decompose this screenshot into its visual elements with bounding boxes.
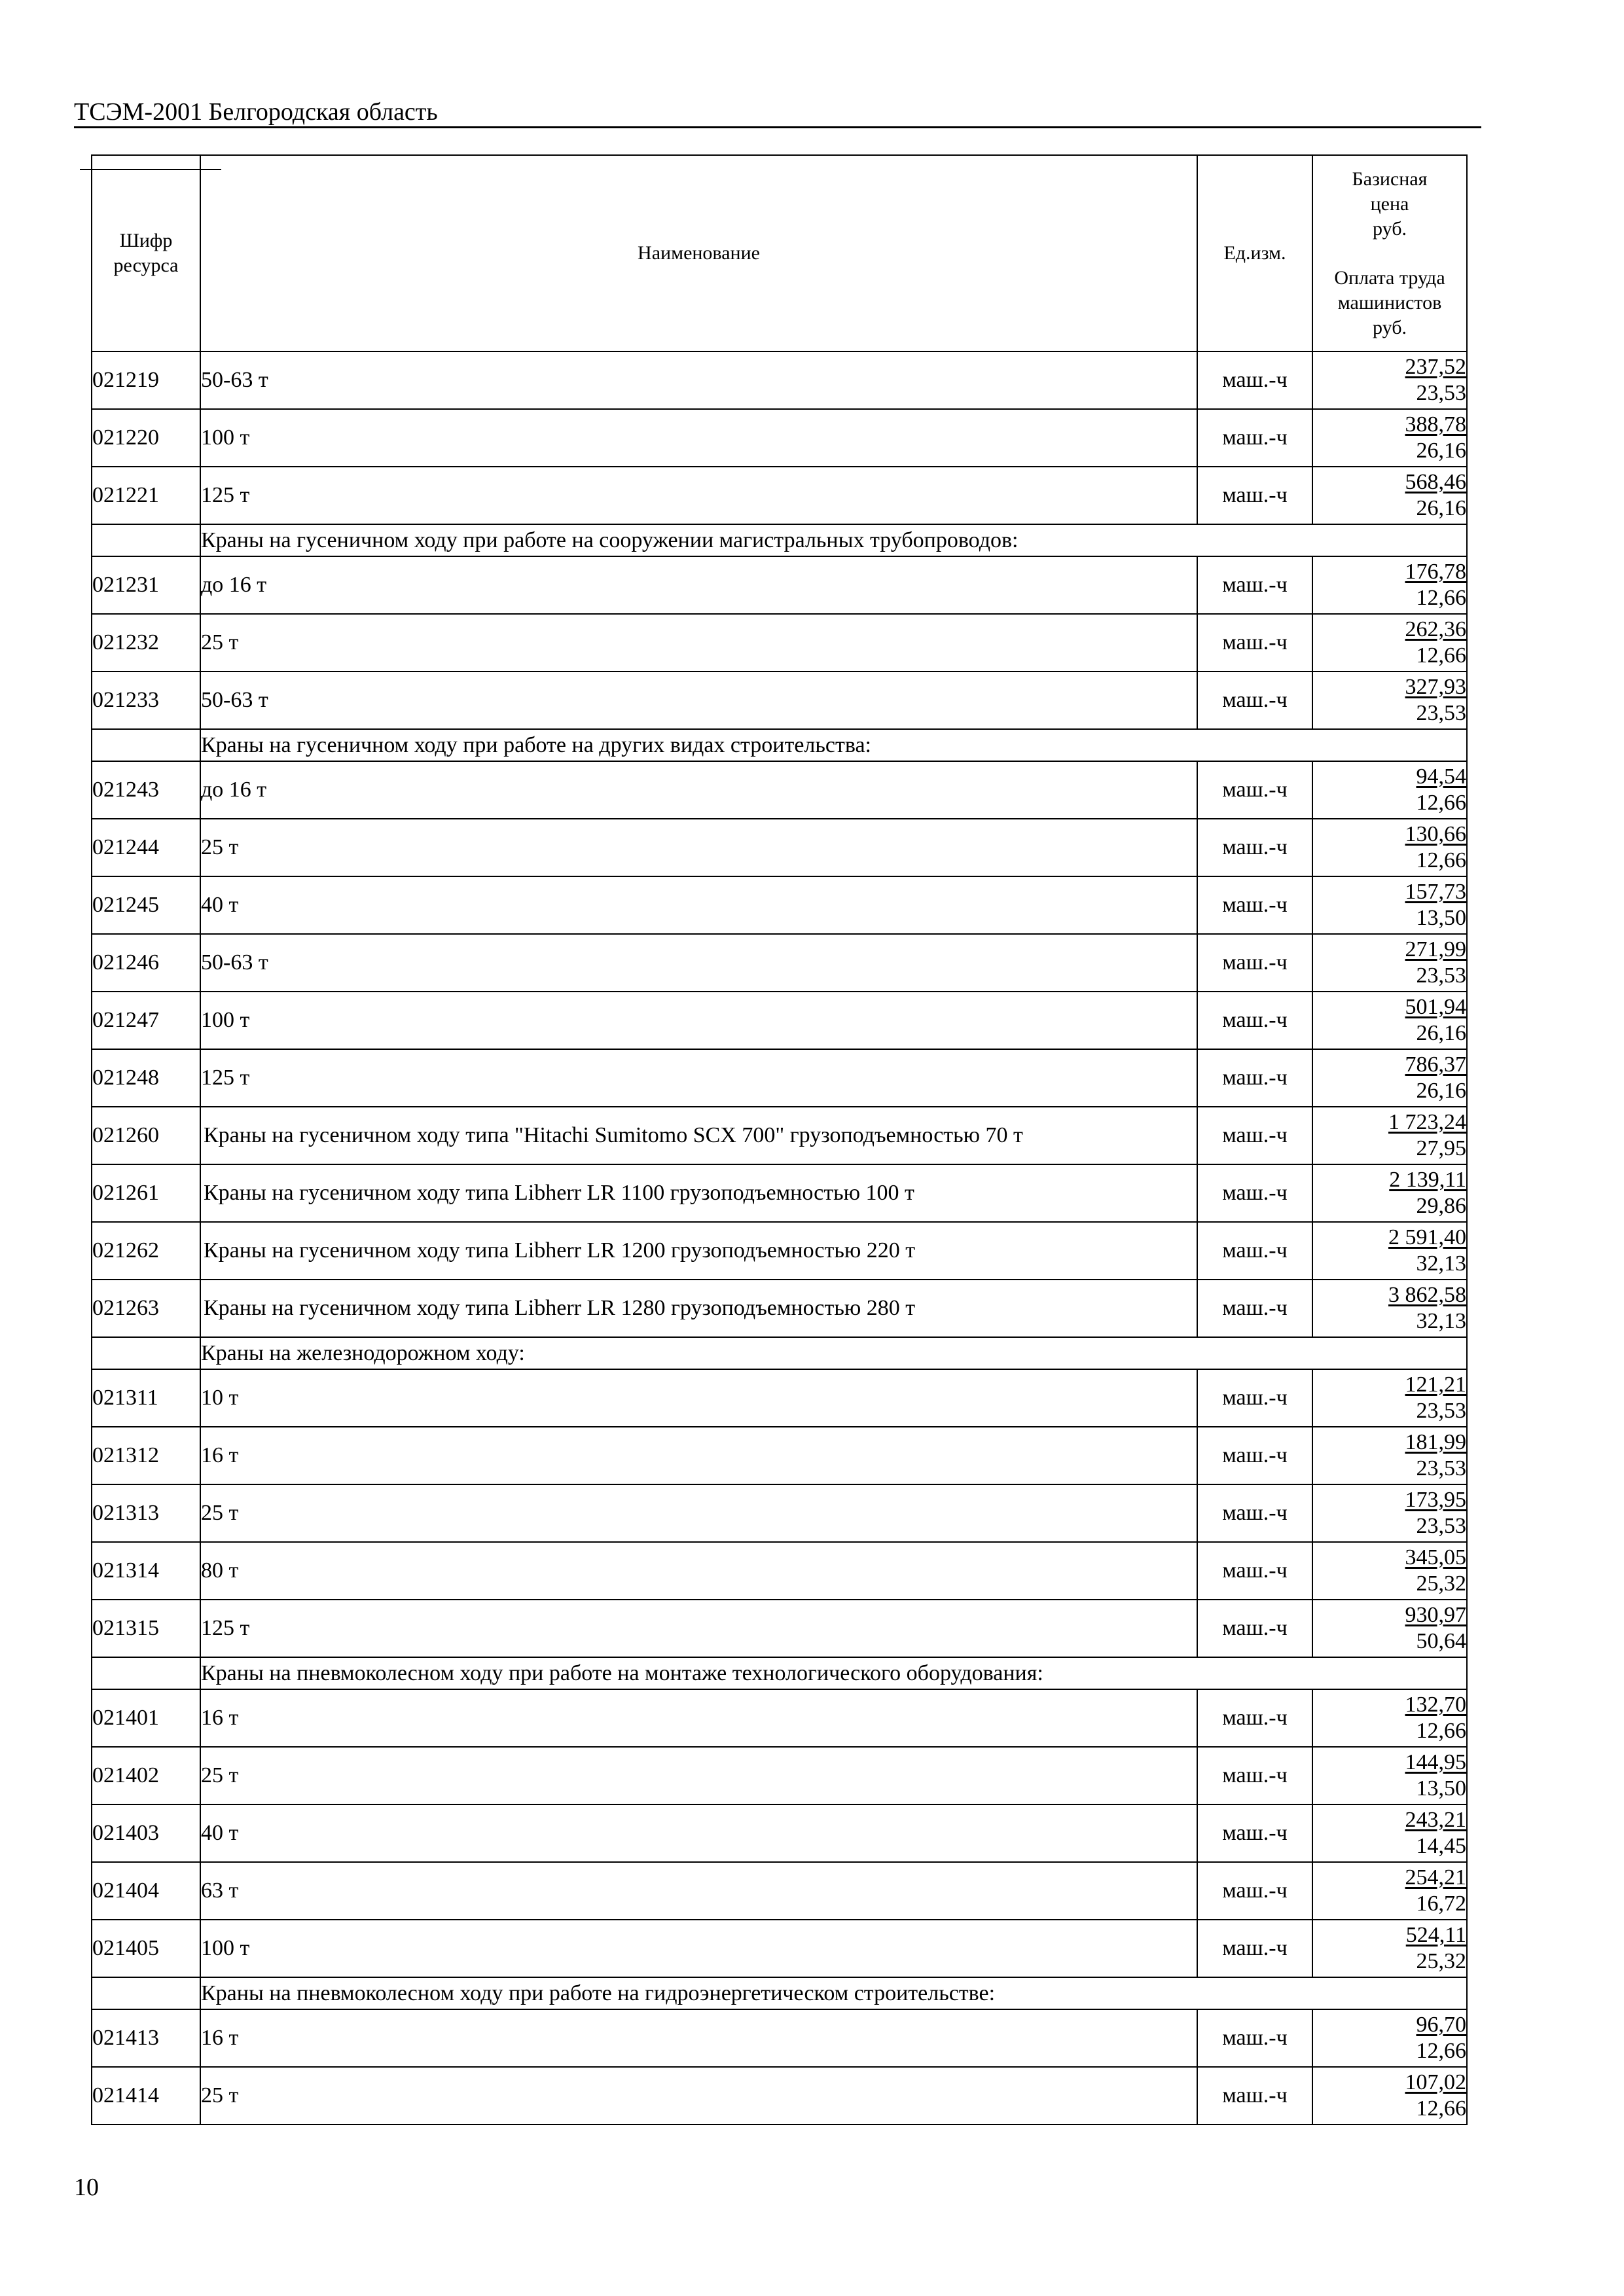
table-row	[92, 467, 1467, 524]
group-row-empty-cell	[92, 1657, 200, 1689]
operator-wage-value: 13,50	[1416, 1776, 1466, 1801]
unit-cell: маш.-ч	[1197, 1049, 1312, 1107]
price-cell	[1312, 1600, 1467, 1657]
group-row-empty-cell	[92, 524, 200, 556]
base-price-value: 2 591,40	[1388, 1225, 1466, 1249]
resource-code-cell: 021414	[92, 2067, 200, 2125]
column-header-unit: Ед.изм.	[1197, 155, 1312, 351]
resource-code-cell: 021219	[92, 351, 200, 409]
resource-code-cell: 021402	[92, 1747, 200, 1804]
column-header-labor-line1: Оплата труда	[1334, 266, 1445, 289]
table-row	[92, 1600, 1467, 1657]
table-row	[92, 1542, 1467, 1600]
column-header-name: Наименование	[200, 155, 1197, 351]
base-price-value: 930,97	[1405, 1603, 1466, 1627]
group-heading: Краны на гусеничном ходу при работе на сооружении магистральных трубопроводов:	[200, 524, 1467, 556]
base-price-value: 388,78	[1405, 412, 1466, 437]
unit-cell: маш.-ч	[1197, 2009, 1312, 2067]
table-row	[92, 1280, 1467, 1337]
resource-code-cell: 021311	[92, 1369, 200, 1427]
group-row-empty-cell	[92, 729, 200, 761]
base-price-value: 107,02	[1405, 2070, 1466, 2094]
table-body	[92, 351, 1467, 2125]
column-header-code-line2: ресурса	[113, 255, 179, 276]
resource-code-cell: 021314	[92, 1542, 200, 1600]
price-cell	[1312, 1689, 1467, 1747]
base-price-value: 254,21	[1405, 1865, 1466, 1890]
operator-wage-value: 13,50	[1416, 906, 1466, 930]
operator-wage-value: 25,32	[1416, 1571, 1466, 1596]
resource-code-cell: 021260	[92, 1107, 200, 1164]
table-row	[92, 1484, 1467, 1542]
base-price-value: 501,94	[1405, 995, 1466, 1019]
resource-name-cell: 50-63 т	[200, 934, 1197, 992]
price-cell	[1312, 1280, 1467, 1337]
resource-code-cell: 021405	[92, 1920, 200, 1977]
unit-cell: маш.-ч	[1197, 1542, 1312, 1600]
resource-code-cell: 021244	[92, 819, 200, 876]
table-row	[92, 761, 1467, 819]
page-number: 10	[74, 2174, 99, 2201]
operator-wage-value: 26,16	[1416, 439, 1466, 463]
group-row-empty-cell	[92, 1337, 200, 1369]
table-row	[92, 351, 1467, 409]
resource-name-cell: 16 т	[200, 1427, 1197, 1484]
resource-name-cell: 125 т	[200, 467, 1197, 524]
resource-name-cell: 50-63 т	[200, 351, 1197, 409]
price-cell	[1312, 2067, 1467, 2125]
table-group-row	[92, 1337, 1467, 1369]
unit-cell: маш.-ч	[1197, 1689, 1312, 1747]
resource-code-cell: 021245	[92, 876, 200, 934]
unit-cell: маш.-ч	[1197, 934, 1312, 992]
table-row	[92, 819, 1467, 876]
base-price-value: 345,05	[1405, 1545, 1466, 1570]
base-price-value: 262,36	[1405, 617, 1466, 641]
table-row	[92, 2067, 1467, 2125]
operator-wage-value: 26,16	[1416, 1079, 1466, 1103]
price-cell	[1312, 1049, 1467, 1107]
resource-name-cell: 16 т	[200, 1689, 1197, 1747]
unit-cell: маш.-ч	[1197, 409, 1312, 467]
unit-cell: маш.-ч	[1197, 614, 1312, 672]
price-cell	[1312, 672, 1467, 729]
unit-cell: маш.-ч	[1197, 1804, 1312, 1862]
price-cell	[1312, 556, 1467, 614]
unit-cell: маш.-ч	[1197, 1747, 1312, 1804]
table-row	[92, 409, 1467, 467]
price-cell	[1312, 1369, 1467, 1427]
base-price-value: 1 723,24	[1388, 1110, 1466, 1134]
price-cell	[1312, 467, 1467, 524]
operator-wage-value: 14,45	[1416, 1834, 1466, 1858]
table-row	[92, 1107, 1467, 1164]
resource-code-cell: 021243	[92, 761, 200, 819]
resource-name-cell: 63 т	[200, 1862, 1197, 1920]
operator-wage-value: 32,13	[1416, 1251, 1466, 1276]
price-cell	[1312, 409, 1467, 467]
table-header-row	[92, 155, 1467, 351]
base-price-value: 786,37	[1405, 1052, 1466, 1077]
price-cell	[1312, 1747, 1467, 1804]
base-price-value: 132,70	[1405, 1693, 1466, 1717]
table-row	[92, 2009, 1467, 2067]
resource-code-cell: 021312	[92, 1427, 200, 1484]
price-cell	[1312, 1484, 1467, 1542]
price-cell	[1312, 1164, 1467, 1222]
unit-cell: маш.-ч	[1197, 1862, 1312, 1920]
table-row	[92, 1804, 1467, 1862]
table-group-row	[92, 1657, 1467, 1689]
base-price-value: 271,99	[1405, 937, 1466, 961]
operator-wage-value: 12,66	[1416, 848, 1466, 872]
table-row	[92, 1862, 1467, 1920]
operator-wage-value: 23,53	[1416, 381, 1466, 405]
unit-cell: маш.-ч	[1197, 1920, 1312, 1977]
resource-code-cell: 021246	[92, 934, 200, 992]
resource-name-cell: Краны на гусеничном ходу типа Libherr LR 1200 грузоподъемностью 220 т	[200, 1222, 1197, 1280]
price-cell	[1312, 351, 1467, 409]
column-header-price-line3: руб.	[1373, 217, 1407, 240]
operator-wage-value: 12,66	[1416, 586, 1466, 610]
base-price-value: 121,21	[1405, 1372, 1466, 1397]
table-row	[92, 1222, 1467, 1280]
table-row	[92, 1369, 1467, 1427]
column-header-labor-line2: машинистов	[1337, 291, 1442, 314]
price-cell	[1312, 1920, 1467, 1977]
table-row	[92, 876, 1467, 934]
resource-name-cell: 125 т	[200, 1049, 1197, 1107]
operator-wage-value: 25,32	[1416, 1949, 1466, 1973]
price-cell	[1312, 876, 1467, 934]
operator-wage-value: 12,66	[1416, 791, 1466, 815]
table-row	[92, 934, 1467, 992]
price-cell	[1312, 1427, 1467, 1484]
table-group-row	[92, 1977, 1467, 2009]
resource-name-cell: Краны на гусеничном ходу типа Libherr LR 1280 грузоподъемностью 280 т	[200, 1280, 1197, 1337]
table-row	[92, 556, 1467, 614]
column-header-code	[92, 155, 200, 351]
table-row	[92, 1049, 1467, 1107]
unit-cell: маш.-ч	[1197, 761, 1312, 819]
unit-cell: маш.-ч	[1197, 2067, 1312, 2125]
resource-code-cell: 021313	[92, 1484, 200, 1542]
operator-wage-value: 29,86	[1416, 1194, 1466, 1218]
price-cell	[1312, 1107, 1467, 1164]
base-price-value: 173,95	[1405, 1488, 1466, 1512]
resource-code-cell: 021247	[92, 992, 200, 1049]
table-row	[92, 672, 1467, 729]
unit-cell: маш.-ч	[1197, 819, 1312, 876]
operator-wage-value: 23,53	[1416, 1514, 1466, 1538]
resource-name-cell: 100 т	[200, 1920, 1197, 1977]
resource-code-cell: 021232	[92, 614, 200, 672]
price-cell	[1312, 2009, 1467, 2067]
document-header-title: ТСЭМ-2001 Белгородская область	[74, 98, 438, 126]
group-heading: Краны на железнодорожном ходу:	[200, 1337, 1467, 1369]
base-price-value: 237,52	[1405, 355, 1466, 379]
price-cell	[1312, 1222, 1467, 1280]
operator-wage-value: 50,64	[1416, 1629, 1466, 1653]
table-row	[92, 1920, 1467, 1977]
operator-wage-value: 12,66	[1416, 643, 1466, 668]
column-header-price	[1312, 155, 1467, 351]
resource-name-cell: 25 т	[200, 1747, 1197, 1804]
resource-code-cell: 021248	[92, 1049, 200, 1107]
resource-name-cell: Краны на гусеничном ходу типа Libherr LR 1100 грузоподъемностью 100 т	[200, 1164, 1197, 1222]
operator-wage-value: 12,66	[1416, 2096, 1466, 2121]
resource-name-cell: 25 т	[200, 819, 1197, 876]
operator-wage-value: 26,16	[1416, 1021, 1466, 1045]
resource-code-cell: 021413	[92, 2009, 200, 2067]
price-cell	[1312, 992, 1467, 1049]
unit-cell: маш.-ч	[1197, 1164, 1312, 1222]
price-cell	[1312, 1542, 1467, 1600]
resource-name-cell: до 16 т	[200, 761, 1197, 819]
resource-code-cell: 021403	[92, 1804, 200, 1862]
base-price-value: 176,78	[1405, 560, 1466, 584]
resource-name-cell: 125 т	[200, 1600, 1197, 1657]
base-price-value: 327,93	[1405, 675, 1466, 699]
operator-wage-value: 16,72	[1416, 1892, 1466, 1916]
base-price-value: 3 862,58	[1388, 1283, 1466, 1307]
base-price-value: 2 139,11	[1389, 1168, 1466, 1192]
table-row	[92, 1427, 1467, 1484]
unit-cell: маш.-ч	[1197, 876, 1312, 934]
resource-name-cell: 25 т	[200, 2067, 1197, 2125]
unit-cell: маш.-ч	[1197, 1222, 1312, 1280]
table-row	[92, 1747, 1467, 1804]
column-header-labor-line3: руб.	[1373, 316, 1407, 338]
resource-name-cell: 10 т	[200, 1369, 1197, 1427]
unit-cell: маш.-ч	[1197, 1427, 1312, 1484]
base-price-value: 157,73	[1405, 880, 1466, 904]
price-cell	[1312, 614, 1467, 672]
resource-name-cell: 40 т	[200, 876, 1197, 934]
column-header-code-line1: Шифр	[119, 230, 173, 251]
operator-wage-value: 32,13	[1416, 1309, 1466, 1333]
unit-cell: маш.-ч	[1197, 556, 1312, 614]
resource-code-cell: 021231	[92, 556, 200, 614]
table-row	[92, 1689, 1467, 1747]
base-price-value: 144,95	[1405, 1750, 1466, 1774]
table-group-row	[92, 729, 1467, 761]
resource-code-cell: 021263	[92, 1280, 200, 1337]
group-heading: Краны на пневмоколесном ходу при работе на гидроэнергетическом строительстве:	[200, 1977, 1467, 2009]
group-row-empty-cell	[92, 1977, 200, 2009]
group-heading: Краны на пневмоколесном ходу при работе на монтаже технологического оборудования:	[200, 1657, 1467, 1689]
resource-name-cell: 40 т	[200, 1804, 1197, 1862]
unit-cell: маш.-ч	[1197, 672, 1312, 729]
unit-cell: маш.-ч	[1197, 1600, 1312, 1657]
resource-price-table	[91, 154, 1468, 2125]
operator-wage-value: 12,66	[1416, 1719, 1466, 1743]
resource-code-cell: 021261	[92, 1164, 200, 1222]
operator-wage-value: 12,66	[1416, 2039, 1466, 2063]
resource-name-cell: 50-63 т	[200, 672, 1197, 729]
resource-code-cell: 021233	[92, 672, 200, 729]
base-price-value: 524,11	[1405, 1923, 1466, 1947]
resource-name-cell: 100 т	[200, 992, 1197, 1049]
operator-wage-value: 23,53	[1416, 1456, 1466, 1480]
operator-wage-value: 27,95	[1416, 1136, 1466, 1160]
operator-wage-value: 23,53	[1416, 1399, 1466, 1423]
price-cell	[1312, 934, 1467, 992]
price-cell	[1312, 819, 1467, 876]
unit-cell: маш.-ч	[1197, 1280, 1312, 1337]
unit-cell: маш.-ч	[1197, 467, 1312, 524]
column-header-price-line1: Базисная	[1352, 168, 1428, 190]
unit-cell: маш.-ч	[1197, 1484, 1312, 1542]
resource-code-cell: 021220	[92, 409, 200, 467]
resource-name-cell: Краны на гусеничном ходу типа "Hitachi Sumitomo SCX 700" грузоподъемностью 70 т	[200, 1107, 1197, 1164]
table-row	[92, 1164, 1467, 1222]
group-heading: Краны на гусеничном ходу при работе на других видах строительства:	[200, 729, 1467, 761]
base-price-value: 96,70	[1416, 2013, 1466, 2037]
price-cell	[1312, 761, 1467, 819]
price-cell	[1312, 1862, 1467, 1920]
table-group-row	[92, 524, 1467, 556]
table-row	[92, 614, 1467, 672]
header-rule	[74, 126, 1481, 128]
unit-cell: маш.-ч	[1197, 1107, 1312, 1164]
resource-code-cell: 021401	[92, 1689, 200, 1747]
base-price-value: 130,66	[1405, 822, 1466, 846]
base-price-value: 181,99	[1405, 1430, 1466, 1454]
resource-name-cell: 16 т	[200, 2009, 1197, 2067]
operator-wage-value: 23,53	[1416, 701, 1466, 725]
base-price-value: 243,21	[1405, 1808, 1466, 1832]
resource-code-cell: 021262	[92, 1222, 200, 1280]
base-price-value: 94,54	[1416, 764, 1466, 789]
price-cell	[1312, 1804, 1467, 1862]
unit-cell: маш.-ч	[1197, 1369, 1312, 1427]
resource-name-cell: 25 т	[200, 614, 1197, 672]
column-header-price-line2: цена	[1370, 192, 1409, 215]
resource-name-cell: 25 т	[200, 1484, 1197, 1542]
unit-cell: маш.-ч	[1197, 992, 1312, 1049]
resource-code-cell: 021221	[92, 467, 200, 524]
resource-name-cell: до 16 т	[200, 556, 1197, 614]
resource-code-cell: 021315	[92, 1600, 200, 1657]
resource-name-cell: 100 т	[200, 409, 1197, 467]
resource-name-cell: 80 т	[200, 1542, 1197, 1600]
unit-cell: маш.-ч	[1197, 351, 1312, 409]
table-row	[92, 992, 1467, 1049]
resource-code-cell: 021404	[92, 1862, 200, 1920]
operator-wage-value: 26,16	[1416, 496, 1466, 520]
base-price-value: 568,46	[1405, 470, 1466, 494]
operator-wage-value: 23,53	[1416, 963, 1466, 988]
